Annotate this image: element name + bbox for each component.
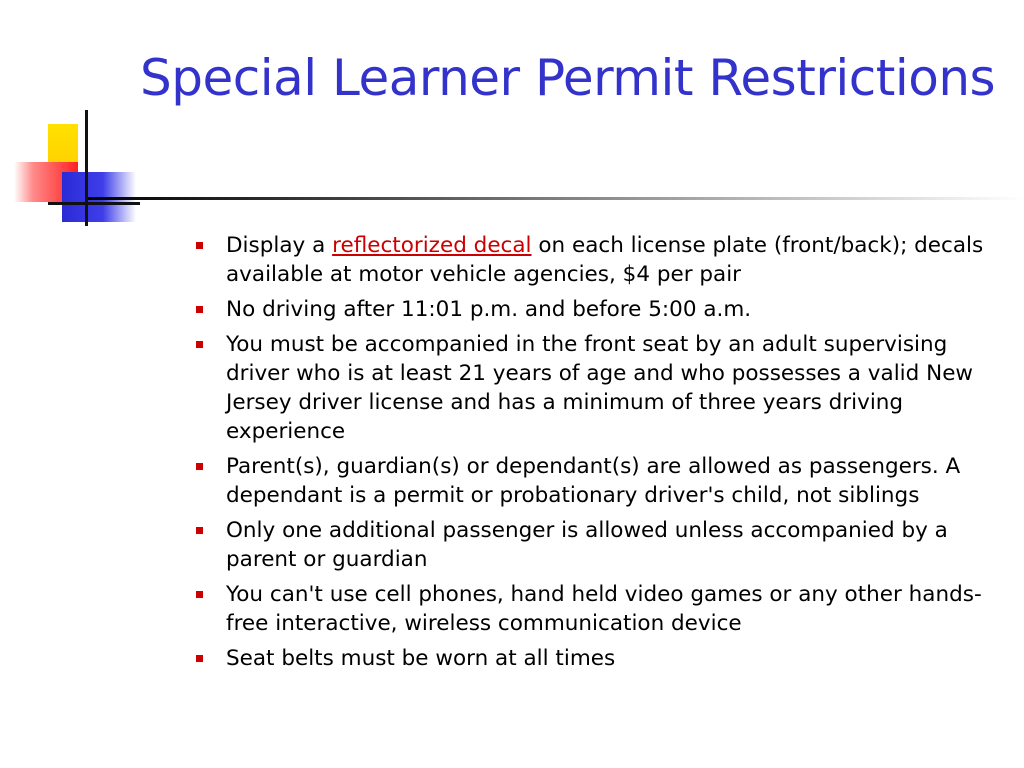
reflectorized-decal-link[interactable]: reflectorized decal (332, 233, 532, 258)
bullet-item-decal (196, 231, 996, 289)
bullet-item-devices (196, 580, 996, 638)
bullet-item-additional-passenger (196, 516, 996, 574)
bullet-text: Seat belts must be worn at all times (226, 646, 616, 671)
bullet-text: You must be accompanied in the front seat by an adult supervising driver who is at least 21 years of age and who possesses a valid New Jersey driver license and has a minimum of three years driving experience (226, 332, 974, 444)
bullet-text: You can't use cell phones, hand held video games or any other hands-free interactive, wireless communication device (226, 582, 982, 636)
bullet-item-curfew (196, 295, 996, 324)
logo-yellow-square (48, 124, 78, 164)
bullet-square-icon (196, 655, 203, 662)
logo-vertical-line (85, 110, 88, 226)
bullet-square-icon (196, 463, 203, 470)
bullet-item-seat-belts (196, 644, 996, 673)
bullet-text: Only one additional passenger is allowed unless accompanied by a parent or guardian (226, 518, 948, 572)
bullet-text-after: on each license plate (front/back); decals available at motor vehicle agencies, $4 per pair (226, 233, 984, 287)
bullet-square-icon (196, 242, 203, 249)
bullet-square-icon (196, 527, 203, 534)
bullet-item-allowed-passengers (196, 452, 996, 510)
bullet-square-icon (196, 341, 203, 348)
bullet-text: No driving after 11:01 p.m. and before 5:00 a.m. (226, 297, 752, 322)
bullet-square-icon (196, 306, 203, 313)
bullet-square-icon (196, 591, 203, 598)
bullet-list (196, 231, 996, 679)
logo-horizontal-line (48, 202, 140, 205)
bullet-text: Parent(s), guardian(s) or dependant(s) are allowed as passengers. A dependant is a permit or probationary driver's child, not siblings (226, 454, 961, 508)
bullet-item-supervising-driver (196, 330, 996, 446)
slide-title: Special Learner Permit Restrictions (140, 49, 996, 107)
bullet-text-before: Display a (226, 233, 333, 258)
title-underline-rule (88, 197, 1024, 200)
